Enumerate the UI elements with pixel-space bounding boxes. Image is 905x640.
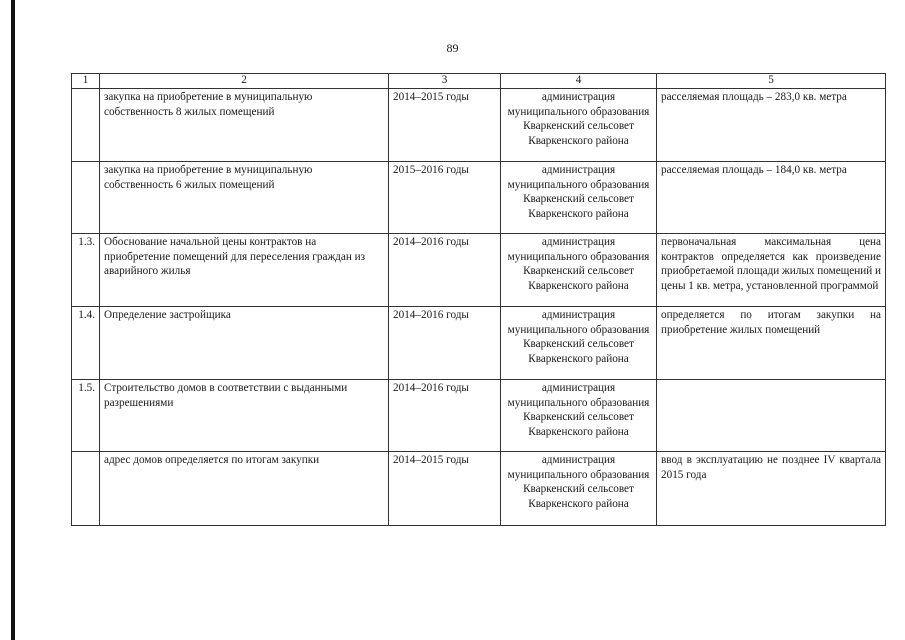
column-header: 2 [100, 74, 389, 89]
table-row [72, 89, 886, 162]
responsible-executor: администрация муниципального образования Кваркенский сельсовет Кваркенского района [501, 162, 657, 234]
column-header: 5 [657, 74, 886, 89]
table-row [72, 162, 886, 234]
measure-name: Определение застройщика [100, 307, 389, 380]
responsible-executor: администрация муниципального образования Кваркенский сельсовет Кваркенского района [501, 307, 657, 380]
column-header: 3 [389, 74, 501, 89]
expected-result: расселяемая площадь – 184,0 кв. метра [657, 162, 886, 234]
responsible-executor: администрация муниципального образования Кваркенский сельсовет Кваркенского района [501, 89, 657, 162]
measure-name: закупка на приобретение в муниципальную собственность 6 жилых помещений [100, 162, 389, 234]
expected-result: расселяемая площадь – 283,0 кв. метра [657, 89, 886, 162]
row-number: 1.3. [72, 234, 100, 307]
page-number: 89 [446, 41, 459, 55]
column-header: 4 [501, 74, 657, 89]
responsible-executor: администрация муниципального образования Кваркенский сельсовет Кваркенского района [501, 380, 657, 452]
expected-result: определяется по итогам закупки на приобретение жилых помещений [657, 307, 886, 380]
responsible-executor: администрация муниципального образования Кваркенский сельсовет Кваркенского района [501, 234, 657, 307]
measure-name: адрес домов определяется по итогам закупки [100, 452, 389, 526]
row-number: 1.4. [72, 307, 100, 380]
column-header: 1 [72, 74, 100, 89]
implementation-period: 2014–2016 годы [389, 380, 501, 452]
implementation-period: 2014–2015 годы [389, 452, 501, 526]
measure-name: Строительство домов в соответствии с выданными разрешениями [100, 380, 389, 452]
row-number [72, 89, 100, 162]
expected-result [657, 380, 886, 452]
implementation-period: 2014–2015 годы [389, 89, 501, 162]
table-row [72, 234, 886, 307]
table-row [72, 452, 886, 526]
implementation-period: 2014–2016 годы [389, 234, 501, 307]
measure-name: закупка на приобретение в муниципальную собственность 8 жилых помещений [100, 89, 389, 162]
expected-result: первоначальная максимальная цена контрактов определяется как произведение приобретаемой площади жилых помещений и цены 1 кв. метра, установленной программой [657, 234, 886, 307]
implementation-period: 2015–2016 годы [389, 162, 501, 234]
responsible-executor: администрация муниципального образования Кваркенский сельсовет Кваркенского района [501, 452, 657, 526]
table-header-row [72, 74, 886, 89]
table-row [72, 307, 886, 380]
table-row [72, 380, 886, 452]
measure-name: Обоснование начальной цены контрактов на приобретение помещений для переселения граждан из аварийного жилья [100, 234, 389, 307]
row-number [72, 162, 100, 234]
row-number [72, 452, 100, 526]
measures-table [71, 73, 886, 526]
implementation-period: 2014–2016 годы [389, 307, 501, 380]
page-binding-edge [11, 0, 15, 640]
row-number: 1.5. [72, 380, 100, 452]
expected-result: ввод в эксплуатацию не позднее IV квартала 2015 года [657, 452, 886, 526]
